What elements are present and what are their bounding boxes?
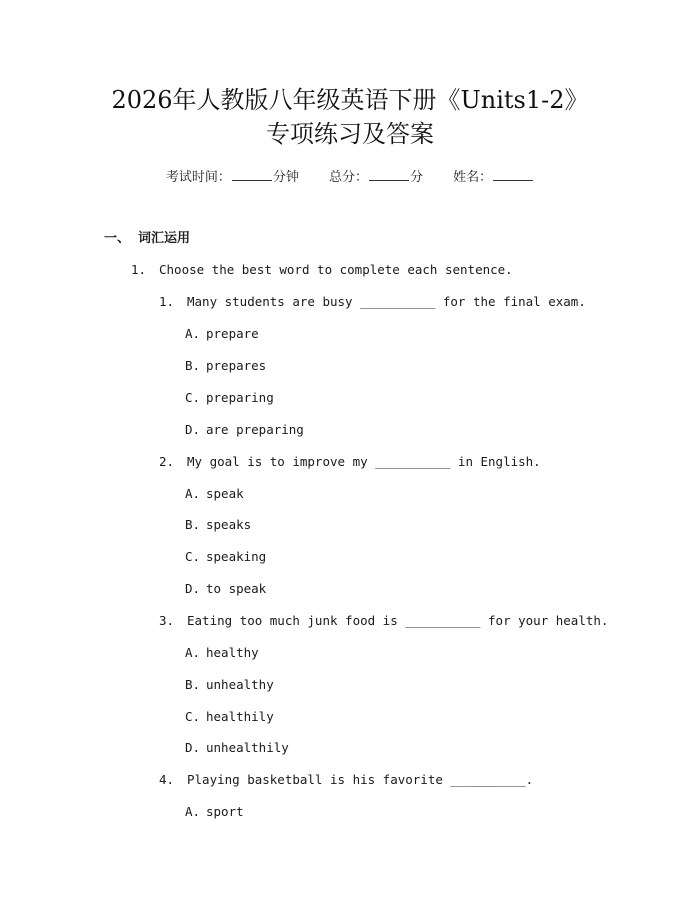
question-3-option-c bbox=[185, 708, 274, 726]
question-number: 3. bbox=[159, 613, 175, 628]
option-letter: C. bbox=[185, 709, 201, 724]
option-text: unhealthy bbox=[206, 677, 274, 692]
section-heading bbox=[104, 230, 190, 248]
option-text: healthy bbox=[206, 645, 259, 660]
option-text: preparing bbox=[206, 390, 274, 405]
option-text: speaks bbox=[206, 517, 252, 532]
option-letter: A. bbox=[185, 326, 201, 341]
question-1-option-c bbox=[185, 389, 274, 407]
question-1-option-d bbox=[185, 421, 304, 439]
total-score-field bbox=[329, 168, 423, 187]
exam-info bbox=[0, 168, 700, 187]
instruction-number: 1. bbox=[131, 262, 147, 277]
option-text: sport bbox=[206, 804, 244, 819]
exam-time-blank bbox=[232, 168, 272, 181]
question-1-option-a bbox=[185, 325, 259, 343]
question-3-option-d bbox=[185, 739, 289, 757]
question-1-option-b bbox=[185, 357, 266, 375]
option-text: healthily bbox=[206, 709, 274, 724]
question-2-option-c bbox=[185, 548, 266, 566]
option-text: are preparing bbox=[206, 422, 304, 437]
student-name-field bbox=[453, 168, 534, 187]
option-letter: A. bbox=[185, 645, 201, 660]
instruction-text: Choose the best word to complete each sentence. bbox=[159, 262, 513, 277]
option-text: prepares bbox=[206, 358, 267, 373]
option-text: prepare bbox=[206, 326, 259, 341]
student-name-label: 姓名： bbox=[453, 170, 493, 185]
option-letter: D. bbox=[185, 740, 201, 755]
question-text: My goal is to improve my __________ in English. bbox=[187, 454, 541, 469]
section-title: 词汇运用 bbox=[138, 231, 191, 246]
option-text: speaking bbox=[206, 549, 267, 564]
option-letter: D. bbox=[185, 422, 201, 437]
option-letter: A. bbox=[185, 804, 201, 819]
document-title: 2026年人教版八年级英语下册《Units1-2》 bbox=[111, 86, 589, 114]
option-letter: B. bbox=[185, 517, 201, 532]
question-text: Eating too much junk food is __________ for your health. bbox=[187, 613, 609, 628]
option-letter: B. bbox=[185, 358, 201, 373]
question-2-option-a bbox=[185, 485, 244, 503]
question-3-option-a bbox=[185, 644, 259, 662]
question-1 bbox=[159, 293, 586, 311]
question-text: Playing basketball is his favorite __________. bbox=[187, 772, 534, 787]
document-subtitle: 专项练习及答案 bbox=[266, 120, 434, 148]
question-3-option-b bbox=[185, 676, 274, 694]
option-text: to speak bbox=[206, 581, 267, 596]
question-number: 2. bbox=[159, 454, 175, 469]
question-3 bbox=[159, 612, 608, 630]
total-score-label: 总分： bbox=[328, 170, 368, 185]
option-letter: B. bbox=[185, 677, 201, 692]
option-letter: A. bbox=[185, 486, 201, 501]
total-score-unit: 分 bbox=[410, 170, 424, 185]
option-letter: C. bbox=[185, 390, 201, 405]
question-number: 1. bbox=[159, 294, 175, 309]
option-text: speak bbox=[206, 486, 244, 501]
question-4-option-a bbox=[185, 803, 244, 821]
total-score-blank bbox=[369, 168, 409, 181]
question-4 bbox=[159, 771, 533, 789]
exam-time-field bbox=[166, 168, 299, 187]
option-letter: C. bbox=[185, 549, 201, 564]
question-2-option-d bbox=[185, 580, 266, 598]
exam-time-unit: 分钟 bbox=[272, 170, 299, 185]
section-number: 一、 bbox=[104, 231, 131, 246]
option-letter: D. bbox=[185, 581, 201, 596]
instruction bbox=[131, 261, 513, 279]
question-number: 4. bbox=[159, 772, 175, 787]
student-name-blank bbox=[493, 168, 533, 181]
question-2 bbox=[159, 453, 541, 471]
exam-time-label: 考试时间： bbox=[165, 170, 231, 185]
question-2-option-b bbox=[185, 516, 251, 534]
option-text: unhealthily bbox=[206, 740, 289, 755]
question-text: Many students are busy __________ for the final exam. bbox=[187, 294, 586, 309]
